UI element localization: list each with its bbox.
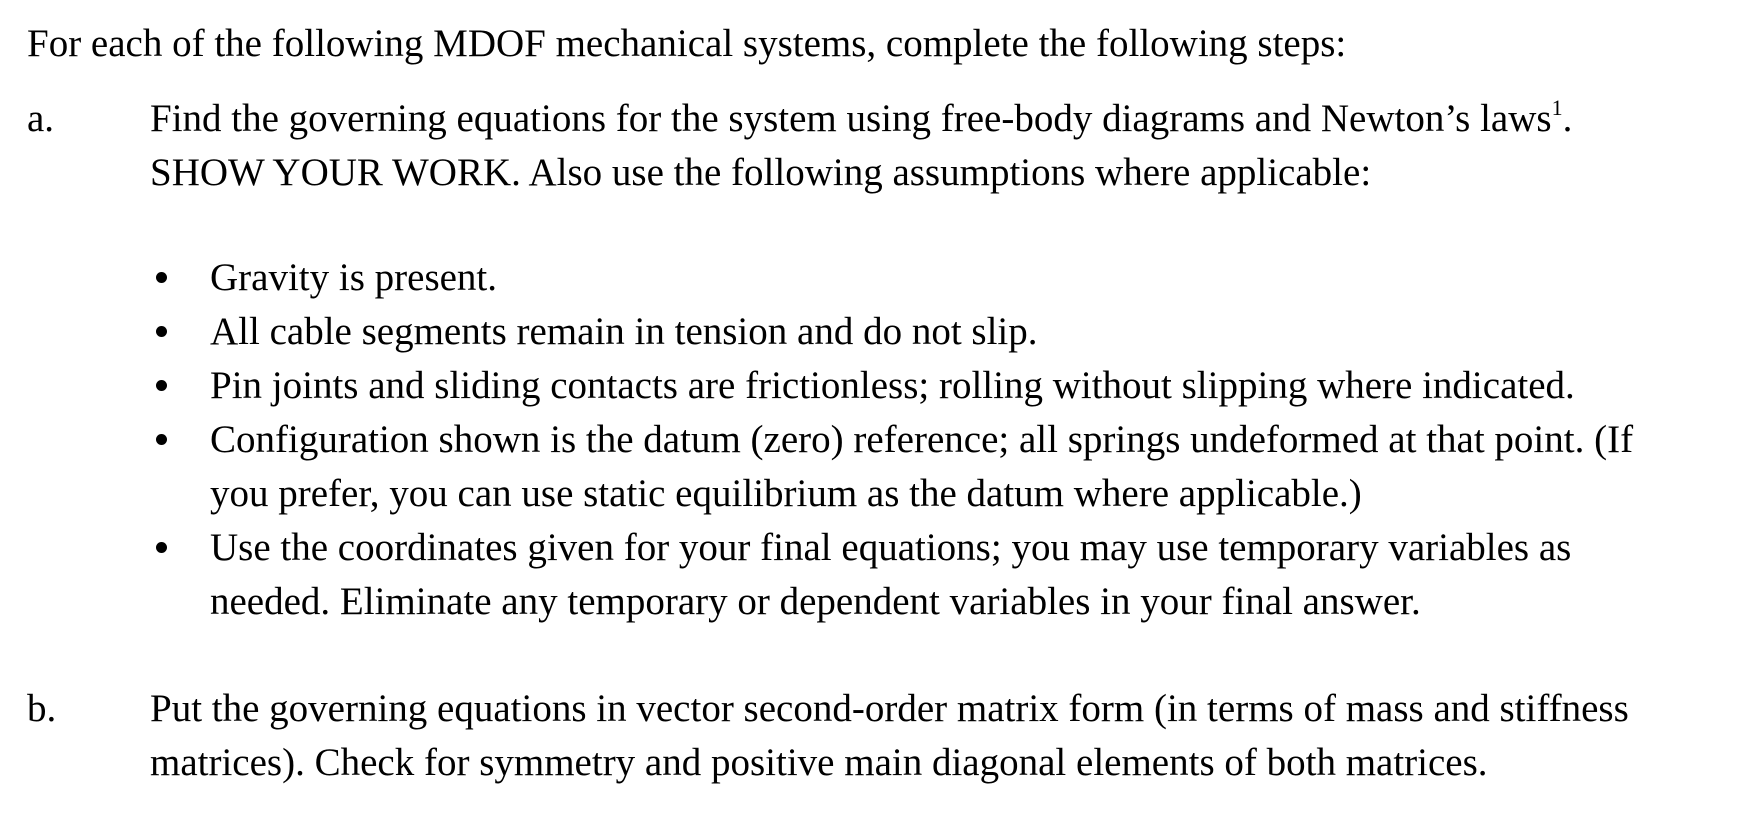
footnote-marker: 1 [1551, 95, 1563, 120]
bullet-icon [156, 380, 167, 391]
step-line: Put the governing equations in vector second-order matrix form (in terms of mass and stiffness [150, 687, 1629, 730]
step-line-text: Find the governing equations for the system using free-body diagrams and Newton’s laws [150, 97, 1552, 140]
step-text [150, 682, 1730, 790]
step-line: matrices). Check for symmetry and positive main diagonal elements of both matrices. [150, 741, 1488, 784]
assumption-line: you prefer, you can use static equilibrium as the datum where applicable.) [210, 472, 1362, 515]
assumption-item [150, 521, 1710, 629]
assumption-item [150, 305, 1710, 359]
step-line: SHOW YOUR WORK. Also use the following assumptions where applicable: [150, 151, 1372, 194]
bullet-icon [156, 326, 167, 337]
step-text [150, 92, 1730, 200]
bullet-icon [156, 542, 167, 553]
assumption-line: Pin joints and sliding contacts are frictionless; rolling without slipping where indicated. [210, 364, 1575, 407]
intro-paragraph: For each of the following MDOF mechanical systems, complete the following steps: [27, 22, 1347, 65]
step-letter: b. [27, 687, 57, 730]
assumption-item [150, 413, 1710, 521]
bullet-icon [156, 434, 167, 445]
assumption-item [150, 251, 1710, 305]
assumption-line: Use the coordinates given for your final equations; you may use temporary variables as [210, 526, 1572, 569]
assumptions-list [150, 251, 1710, 629]
assumption-line: needed. Eliminate any temporary or dependent variables in your final answer. [210, 580, 1421, 623]
bullet-icon [156, 272, 167, 283]
sentence-period: . [1562, 97, 1573, 140]
step-letter: a. [27, 97, 55, 140]
assumption-item [150, 359, 1710, 413]
assumption-line: Gravity is present. [210, 256, 498, 299]
step-line [150, 92, 1730, 146]
assumption-line: All cable segments remain in tension and do not slip. [210, 310, 1038, 353]
assumption-line: Configuration shown is the datum (zero) reference; all springs undeformed at that point. (If [210, 418, 1634, 461]
